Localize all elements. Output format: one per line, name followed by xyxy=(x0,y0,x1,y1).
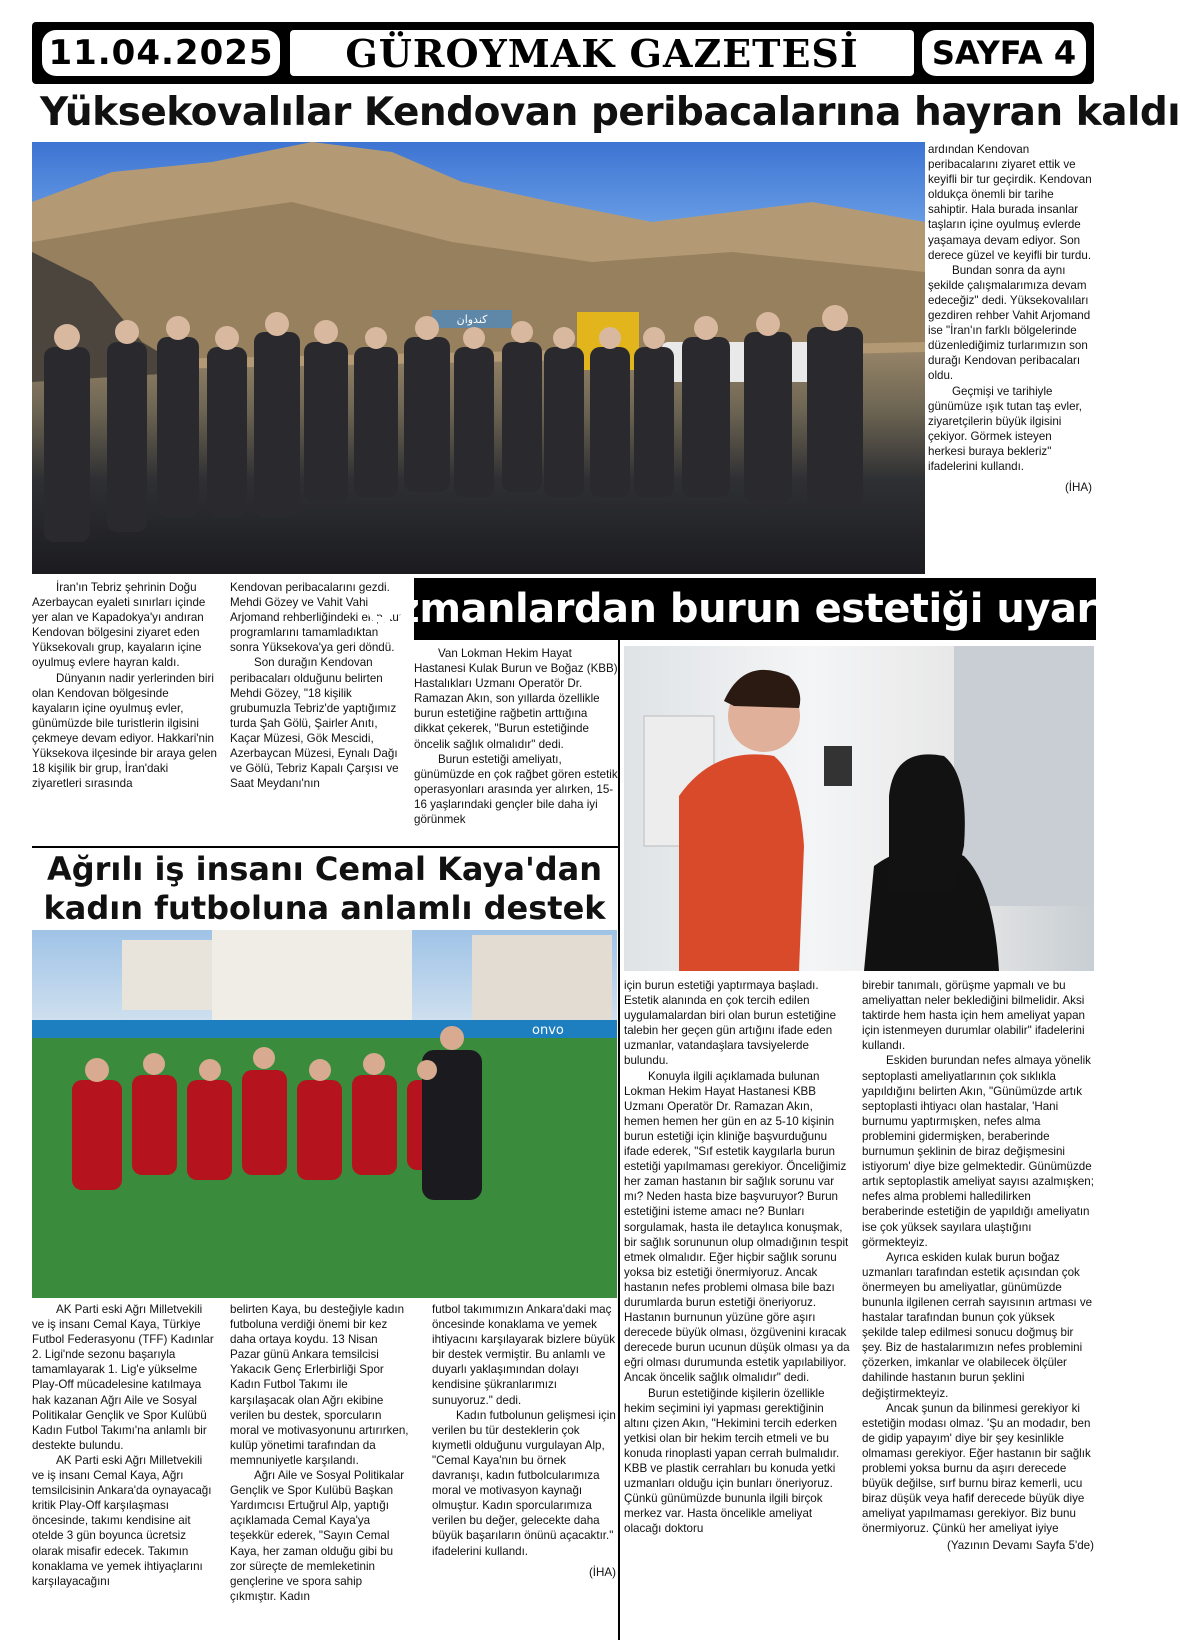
article1-col2-p2: Son durağın Kendovan peribacaları olduğunu belirten Mehdi Gözey, "18 kişilik grubumuzla Tebriz'de yaptığımız turda Şah Gölü, Şairler Anıtı, Kaçar Müzesi, Gök Mescidi, Azerbaycan Müzesi, Eynalı Dağı ve Gölü, Tebriz Kapalı Çarşısı ve Saat Meydanı'nın xyxy=(230,656,399,791)
kendovan-group-photo xyxy=(32,142,925,574)
article2-column-b xyxy=(862,978,1094,1618)
article1-source: (İHA) xyxy=(1064,481,1092,495)
column-divider xyxy=(618,640,620,1640)
doctor-patient-photo xyxy=(624,646,1094,971)
article1-column-1 xyxy=(32,580,217,842)
article3-col1-p1: AK Parti eski Ağrı Milletvekili ve iş insanı Cemal Kaya, Türkiye Futbol Federasyonu (TFF) Kadınlar 2. Ligi'nde sezonu başarıyla tamamlayarak 1. Lig'e yükselme Play-Off mücadelesine katılmaya hak kazanan Ağrı Aile ve Sosyal Politikalar Gençlik ve Spor Kulübü Kadın Futbol Takımı'na anlamlı bir destekte bulundu. xyxy=(32,1303,214,1452)
newspaper-name: GÜROYMAK GAZETESİ xyxy=(290,30,914,76)
article3-column-2 xyxy=(230,1302,410,1632)
article3-column-1 xyxy=(32,1302,214,1632)
kendovan-sign-text: کندوان xyxy=(456,313,488,326)
article2-colb-p1: birebir tanımalı, görüşme yapmalı ve bu ameliyattan neler beklediğini bilmelidir. Aksi taktirde hem hasta için hem ameliyat yapan için istenmeyen durumlar olabilir" ifadelerini kullandı. xyxy=(862,979,1085,1053)
article2-colb-p4: Ancak şunun da bilinmesi gerekiyor ki estetiğin modası olmaz. 'Şu an modadır, ben de gidip yapayım' diye bir şey kesinlikle olmaması gerekiyor. Eğer hastanın bir sağlık problemi yoksa burnu da aşırı derecede büyük değilse, sırf burnu biraz kemerli, ucu biraz düşük veya hafif derecede büyük diye ameliyat yapılmaması gerekiyor. Biz bunu önermiyoruz. Çünkü her ameliyat iyiye xyxy=(862,1401,1091,1536)
article1-right-column xyxy=(928,142,1092,576)
article3-col2-p1: belirten Kaya, bu desteğiyle kadın futboluna verdiği önemi bir kez daha ortaya koydu. 13 Nisan Pazar günü Ankara temsilcisi Yakacık Genç Erlerbirliği Spor Kadın Futbol Takımı ile karşılaşacak olan Ağrı ekibine verilen bu destek, sporcuların moral ve motivasyonunu artırırken, kulüp yönetimi tarafından da memnuniyetle karşılandı. xyxy=(230,1303,409,1467)
article2-top-p1: Van Lokman Hekim Hayat Hastanesi Kulak Burun ve Boğaz (KBB) Hastalıkları Uzmanı Operatör Dr. Ramazan Akın, son yıllarda özellikle burun estetiğine rağbetin arttığına dikkat çekerek, "Burun estetiğinde öncelik sağlık olmalıdır" dedi. xyxy=(414,647,618,751)
article3-source: (İHA) xyxy=(588,1565,616,1579)
kendovan-photo-illustration xyxy=(32,142,925,574)
ad-board-text: onvo xyxy=(532,1023,564,1038)
article2-column-a xyxy=(624,978,850,1620)
article1-headline: Yüksekovalılar Kendovan peribacalarına hayran kaldı xyxy=(40,89,1180,135)
page-number: SAYFA 4 xyxy=(922,30,1086,76)
article2-top-p2: Burun estetiği ameliyatı, günümüzde en çok rağbet gören estetik operasyonları arasında yer alırken, 15-16 yaşlarındaki gençler bile daha iyi görünmek xyxy=(414,752,618,827)
article2-cola-p3: Burun estetiğinde kişilerin özellikle hekim seçimini iyi yapması gerektiğinin altını çizen Akın, "Hekimini tercih ederken yetkisi olan bir hekim tercih etmeli ve bu konuda rinoplasti yapan cerrah bulmalıdır. KBB ve plastik cerrahları bu konuda yetki uzmanları olduğu için bunları öneriyoruz. Çünkü günümüzde bununla ilgili birçok merkez var. Hasta öncelikle ameliyat olacağı doktoru xyxy=(624,1386,840,1536)
article3-col3-p1: futbol takımımızın Ankara'daki maç öncesinde konaklama ve yemek ihtiyacını karşılayarak bizlere büyük bir destek vermiştir. Bu anlamlı ve duyarlı yaklaşımından dolayı kendisine şükranlarımızı sunuyoruz." dedi. xyxy=(432,1303,616,1407)
article3-column-3 xyxy=(432,1302,616,1640)
article2-colb-p2: Eskiden burundan nefes almaya yönelik septoplasti ameliyatlarının çok sıklıkla yapıldığını belirten Akın, "Günümüzde artık septoplasti ihtiyacı olan hastalar, 'Hani burnumu yaptırmışken, nefes alma problemini gidermişken, beraberinde burnumun şeklinin de biraz değişmesini istiyorum' diye bize gelmektedir. Günümüzde artık septoplastik ameliyat sayısı azalmışken; nefes alma problemi halledilirken beraberinde estetiğin de yapıldığı ameliyatın ise çok yüksek sayılara ulaştığını görmekteyiz. xyxy=(862,1054,1094,1249)
football-photo-illustration xyxy=(32,930,617,1298)
issue-date: 11.04.2025 xyxy=(42,30,280,76)
masthead xyxy=(32,22,1094,84)
article2-headline: Uzmanlardan burun estetiği uyarısı xyxy=(414,578,1096,640)
article1-col1-p1: İran'ın Tebriz şehrinin Doğu Azerbaycan eyaleti sınırları içinde yer alan ve Kapadokya'yı andıran Kendovan bölgesini ziyaret eden Yüksekovalı grup, kayaların içine oyulmuş evlere hayran kaldı. xyxy=(32,581,206,670)
article3-col2-p2: Ağrı Aile ve Sosyal Politikalar Gençlik ve Spor Kulübü Başkan Yardımcısı Ertuğrul Alp, yaptığı açıklamada Cemal Kaya'ya teşekkür ederek, "Sayın Cemal Kaya, her zaman olduğu gibi bu zor süreçte de memleketinin gençlerine ve spora sahip çıkmıştır. Kadın xyxy=(230,1469,405,1603)
article1-right-p3: Geçmişi ve tarihiyle günümüze ışık tutan taş evler, ziyaretçilerin büyük ilgisini çekiyor. Görmek isteyen herkesi buraya bekleriz" ifadelerini kullandı. xyxy=(928,384,1083,473)
article2-cola-p2: Konuyla ilgili açıklamada bulunan Lokman Hekim Hayat Hastanesi KBB Uzmanı Operatör Dr. Ramazan Akın, hemen hemen her gün en az 5-10 kişinin burun estetiği için kliniğe başvurduğunu ifade ederek, "Sıf estetik kaygılarla burun estetiği yapılmaması gerekiyor. Önceliğimiz her zaman hastanın bir sağlık sorunu var mı? Neden hasta bize başvuruyor? Burun estetiğini isteme amacı ne? Bunları sorgulamak, hasta ile detaylıca konuşmak, bir sağlık sorununun olup olmadığının tespit etmek olmalıdır. Eğer hiçbir sağlık sorunu yoksa biz estetiği önermiyoruz. Ancak hastanın nefes problemi olmasa bile bazı durumlarda burun estetiği öneriyoruz. Hastanın burnunun yüzüne göre aşırı derecede büyük olması, özgüvenini kıracak derecede burun ucunun düşük olması ya da eğri olması durumunda estetik yapılabiliyor. Ancak öncelik sağlık olmalıdır" dedi. xyxy=(624,1069,850,1385)
article1-col1-p2: Dünyanın nadir yerlerinden biri olan Kendovan bölgesinde kayaların içine oyulmuş evler, günümüzde bile turistlerin ilgisini çekmeye devam ediyor. Hakkari'nin Yüksekova ilçesinde bir araya gelen 18 kişilik bir grup, İran'daki ziyaretleri sırasında xyxy=(32,671,217,791)
article2-top-column xyxy=(414,646,620,846)
article2-continued: (Yazının Devamı Sayfa 5'de) xyxy=(947,1539,1094,1553)
article1-right-p1: ardından Kendovan peribacalarını ziyaret ettik ve keyifli bir tur geçirdik. Kendovan oldukça önemli bir tarihe sahiptir. Hala burada insanlar taşların içine oyulmuş evlerde yaşamaya devam ediyor. Son derece güzel ve keyifli bir turdu. xyxy=(928,143,1092,262)
article3-headline: Ağrılı iş insanı Cemal Kaya'dan kadın futboluna anlamlı destek xyxy=(43,850,606,927)
article2-colb-p3: Ayrıca eskiden kulak burun boğaz uzmanları tarafından estetik açısından çok önermeyen bu ameliyatlar, günümüzde bununla ilgilenen cerrah sayısının artması ve hastalar tarafından bunun çok yüksek şekilde talep edilmesi sonucu doğmuş bir şey. Biz de hastalarımızın nefes problemini çözerken, imkanlar ve olabilecek ölçüler dahilinde hastanın burun şeklini değiştirmekteyiz. xyxy=(862,1250,1093,1400)
football-team-photo xyxy=(32,930,617,1298)
article3-col1-p2: AK Parti eski Ağrı Milletvekili ve iş insanı Cemal Kaya, Ağrı temsilcisinin Ankara'da oynayacağı kritik Play-Off karşılaşması öncesinde, takımı kendisine ait otelde 3 gün boyunca ücretsiz olarak misafir edecek. Takımın konaklama ve yemek ihtiyaçlarını karşılayacağını xyxy=(32,1453,212,1588)
article3-col3-p2: Kadın futbolunun gelişmesi için verilen bu tür desteklerin çok kıymetli olduğunu vurgulayan Alp, "Cemal Kaya'nın bu örnek davranışı, kadın futbolcularımıza moral ve motivasyon kaynağı olmuştur. Kadın sporcularımıza verilen bu değer, gelecekte daha büyük başarıların önünü açacaktır." ifadelerini kullandı. xyxy=(432,1408,616,1558)
article1-right-p2: Bundan sonra da aynı şekilde çalışmalarımıza devam edeceğiz" dedi. Yüksekovalıları gezdiren rehber Vahit Arjomand ise "İran'ın farklı bölgelerinde düzenlediğimiz turlarımızın son durağı Kendovan peribacaları oldu. xyxy=(928,263,1091,383)
doctor-photo-illustration xyxy=(624,646,1094,971)
section-divider xyxy=(32,846,620,848)
article2-cola-p1: için burun estetiği yaptırmaya başladı. Estetik alanında en çok tercih edilen uygulamalardan biri olan burun estetiğine talebin her geçen gün artığını ifade eden uzmanlar, vatandaşlara tavsiyelerde bulundu. xyxy=(624,979,837,1068)
article1-col2-p1: Kendovan peribacalarını gezdi. Mehdi Gözey ve Vahit Vahid Arjomand rehberliğindeki ekip, tur programlarını tamamladıktan sonra Yüksekova'ya geri döndü. xyxy=(230,581,403,655)
